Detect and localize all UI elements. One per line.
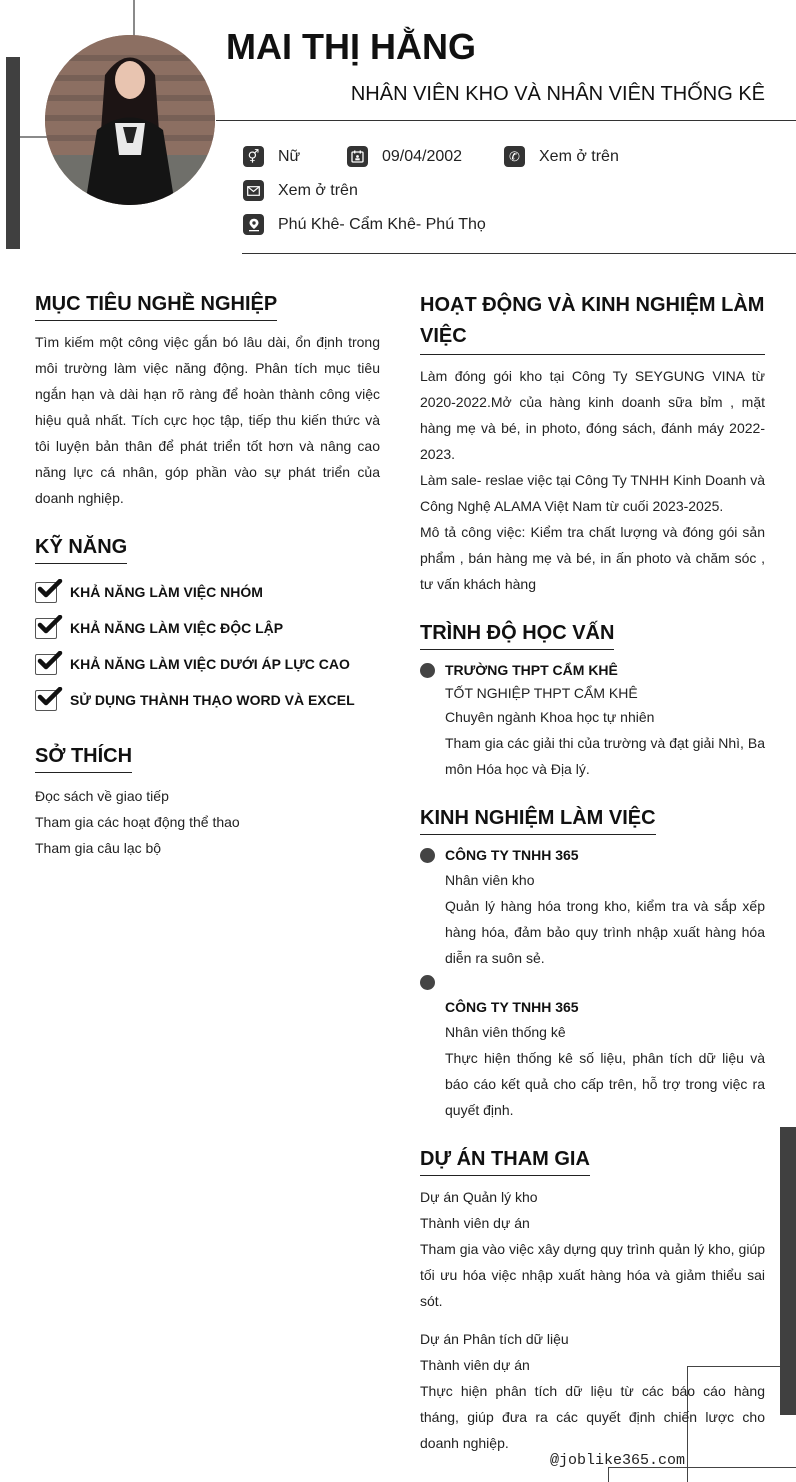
watermark: @joblike365.com (550, 1452, 686, 1469)
activity-paragraph: Làm sale- reslae việc tại Công Ty TNHH Kinh Doanh và Công Nghệ ALAMA Việt Nam từ cuối 2023-2025. (420, 472, 765, 514)
candidate-name: MAI THỊ HẰNG (226, 26, 476, 67)
job-description: Quản lý hàng hóa trong kho, kiểm tra và sắp xếp hàng hóa, đảm bảo quy trình nhập xuất hàng hóa diễn ra suôn sẻ. (445, 898, 765, 966)
decorative-bar-left (6, 57, 20, 249)
skill-label: KHẢ NĂNG LÀM VIỆC ĐỘC LẬP (70, 620, 284, 636)
project-name: Dự án Quản lý kho (420, 1189, 538, 1205)
bullet-dot-icon (420, 848, 435, 863)
section-skills (35, 533, 380, 718)
skill-label: KHẢ NĂNG LÀM VIỆC NHÓM (70, 584, 263, 600)
skill-item (35, 610, 380, 646)
skill-label: SỬ DỤNG THÀNH THẠO WORD VÀ EXCEL (70, 692, 355, 708)
checkbox-checked-icon (35, 617, 61, 639)
calendar-icon (347, 146, 368, 167)
project-name: Dự án Phân tích dữ liệu (420, 1331, 569, 1347)
skills-list (35, 574, 380, 718)
company-name: CÔNG TY TNHH 365 (445, 847, 579, 863)
project-description: Thực hiện phân tích dữ liệu từ các báo cáo hàng tháng, giúp đưa ra các quyết định chiến lược cho doanh nghiệp. (420, 1383, 765, 1451)
dob-value: 09/04/2002 (382, 147, 463, 165)
phone-value[interactable]: Xem ở trên (539, 147, 619, 165)
experience-item (420, 843, 765, 971)
section-education (420, 619, 765, 782)
hobby-item: Tham gia các hoạt động thể thao (35, 814, 240, 830)
objective-text: Tìm kiếm một công việc gắn bó lâu dài, ổn định trong môi trường làm việc năng động. Phân tích mục tiêu ngắn hạn và dài hạn rõ ràng để hoàn thành công việc hiệu quả nhất. Tích cực học tập, tiếp thu kiến thức và tôi luyện bản thân để phát triển tốt hơn và nâng cao năng lực cá nhân, góp phần vào sự phát triển của doanh nghiệp. (35, 334, 380, 506)
portrait-photo (45, 35, 215, 205)
section-title: DỰ ÁN THAM GIA (420, 1145, 590, 1176)
project-item (420, 1326, 765, 1456)
project-role: Thành viên dự án (420, 1215, 530, 1231)
school-name: TRƯỜNG THPT CẨM KHÊ (445, 662, 618, 678)
section-experience (420, 804, 765, 1123)
education-item (420, 658, 765, 782)
section-title: TRÌNH ĐỘ HỌC VẤN (420, 619, 614, 650)
degree: TỐT NGHIỆP THPT CẨM KHÊ (445, 685, 638, 701)
mail-icon (243, 180, 264, 201)
email-value[interactable]: Xem ở trên (278, 181, 358, 199)
contact-dob (347, 146, 462, 167)
gender-icon: ⚥ (243, 146, 264, 167)
section-title: MỤC TIÊU NGHỀ NGHIỆP (35, 290, 277, 321)
phone-icon: ✆ (504, 146, 525, 167)
position: Nhân viên thống kê (445, 1024, 566, 1040)
activity-paragraph: Mô tả công việc: Kiểm tra chất lượng và đóng gói sản phẩm , bán hàng mẹ và bé, in ấn photo và chăm sóc , tư vấn khách hàng (420, 524, 765, 592)
hobby-item: Tham gia câu lạc bộ (35, 840, 162, 856)
address-value: Phú Khê- Cẩm Khê- Phú Thọ (278, 215, 486, 233)
right-column (420, 290, 765, 1456)
position: Nhân viên kho (445, 872, 535, 888)
section-objective (35, 290, 380, 511)
major: Chuyên ngành Khoa học tự nhiên (445, 709, 655, 725)
decorative-line-top (133, 0, 135, 36)
project-item (420, 1184, 765, 1314)
education-note: Tham gia các giải thi của trường và đạt giải Nhì, Ba môn Hóa học và Địa lý. (445, 735, 765, 777)
section-title: SỞ THÍCH (35, 742, 132, 773)
project-role: Thành viên dự án (420, 1357, 530, 1373)
hobby-item: Đọc sách về giao tiếp (35, 788, 169, 804)
bullet-dot-icon (420, 663, 435, 678)
location-icon (243, 214, 264, 235)
contact-gender (243, 146, 300, 167)
section-title: HOẠT ĐỘNG VÀ KINH NGHIỆM LÀM VIỆC (420, 290, 765, 355)
experience-item (420, 975, 765, 1123)
section-title: KỸ NĂNG (35, 533, 127, 564)
job-description: Thực hiện thống kê số liệu, phân tích dữ liệu và báo cáo kết quả cho cấp trên, hỗ trợ trong việc ra quyết định. (445, 1050, 765, 1118)
contact-email[interactable] (243, 180, 358, 201)
company-name: CÔNG TY TNHH 365 (445, 999, 579, 1015)
section-title: KINH NGHIỆM LÀM VIỆC (420, 804, 656, 835)
project-description: Tham gia vào việc xây dựng quy trình quản lý kho, giúp tối ưu hóa việc nhập xuất hàng hóa và giảm thiểu sai sót. (420, 1241, 765, 1309)
avatar (45, 35, 215, 205)
skill-item (35, 574, 380, 610)
divider (216, 120, 796, 121)
decorative-line-left (20, 136, 48, 138)
decorative-frame-line (608, 1467, 609, 1482)
checkbox-checked-icon (35, 689, 61, 711)
section-hobbies (35, 742, 380, 861)
gender-value: Nữ (278, 147, 301, 165)
decorative-bar-right (780, 1127, 796, 1415)
activity-paragraph: Làm đóng gói kho tại Công Ty SEYGUNG VINA từ 2020-2022.Mở của hàng kinh doanh sữa bỉm , mặt hàng mẹ và bé, in photo, đóng sách, đánh máy 2022- 2023. (420, 368, 765, 462)
section-activities (420, 290, 765, 597)
contact-address (243, 214, 486, 235)
skill-item (35, 682, 380, 718)
checkbox-checked-icon (35, 581, 61, 603)
section-projects (420, 1145, 765, 1456)
contact-phone[interactable] (504, 146, 619, 167)
checkbox-checked-icon (35, 653, 61, 675)
skill-label: KHẢ NĂNG LÀM VIỆC DƯỚI ÁP LỰC CAO (70, 656, 350, 672)
left-column (35, 290, 380, 861)
skill-item (35, 646, 380, 682)
bullet-dot-icon (420, 975, 435, 990)
job-title: NHÂN VIÊN KHO VÀ NHÂN VIÊN THỐNG KÊ (350, 83, 765, 105)
divider (242, 253, 796, 254)
